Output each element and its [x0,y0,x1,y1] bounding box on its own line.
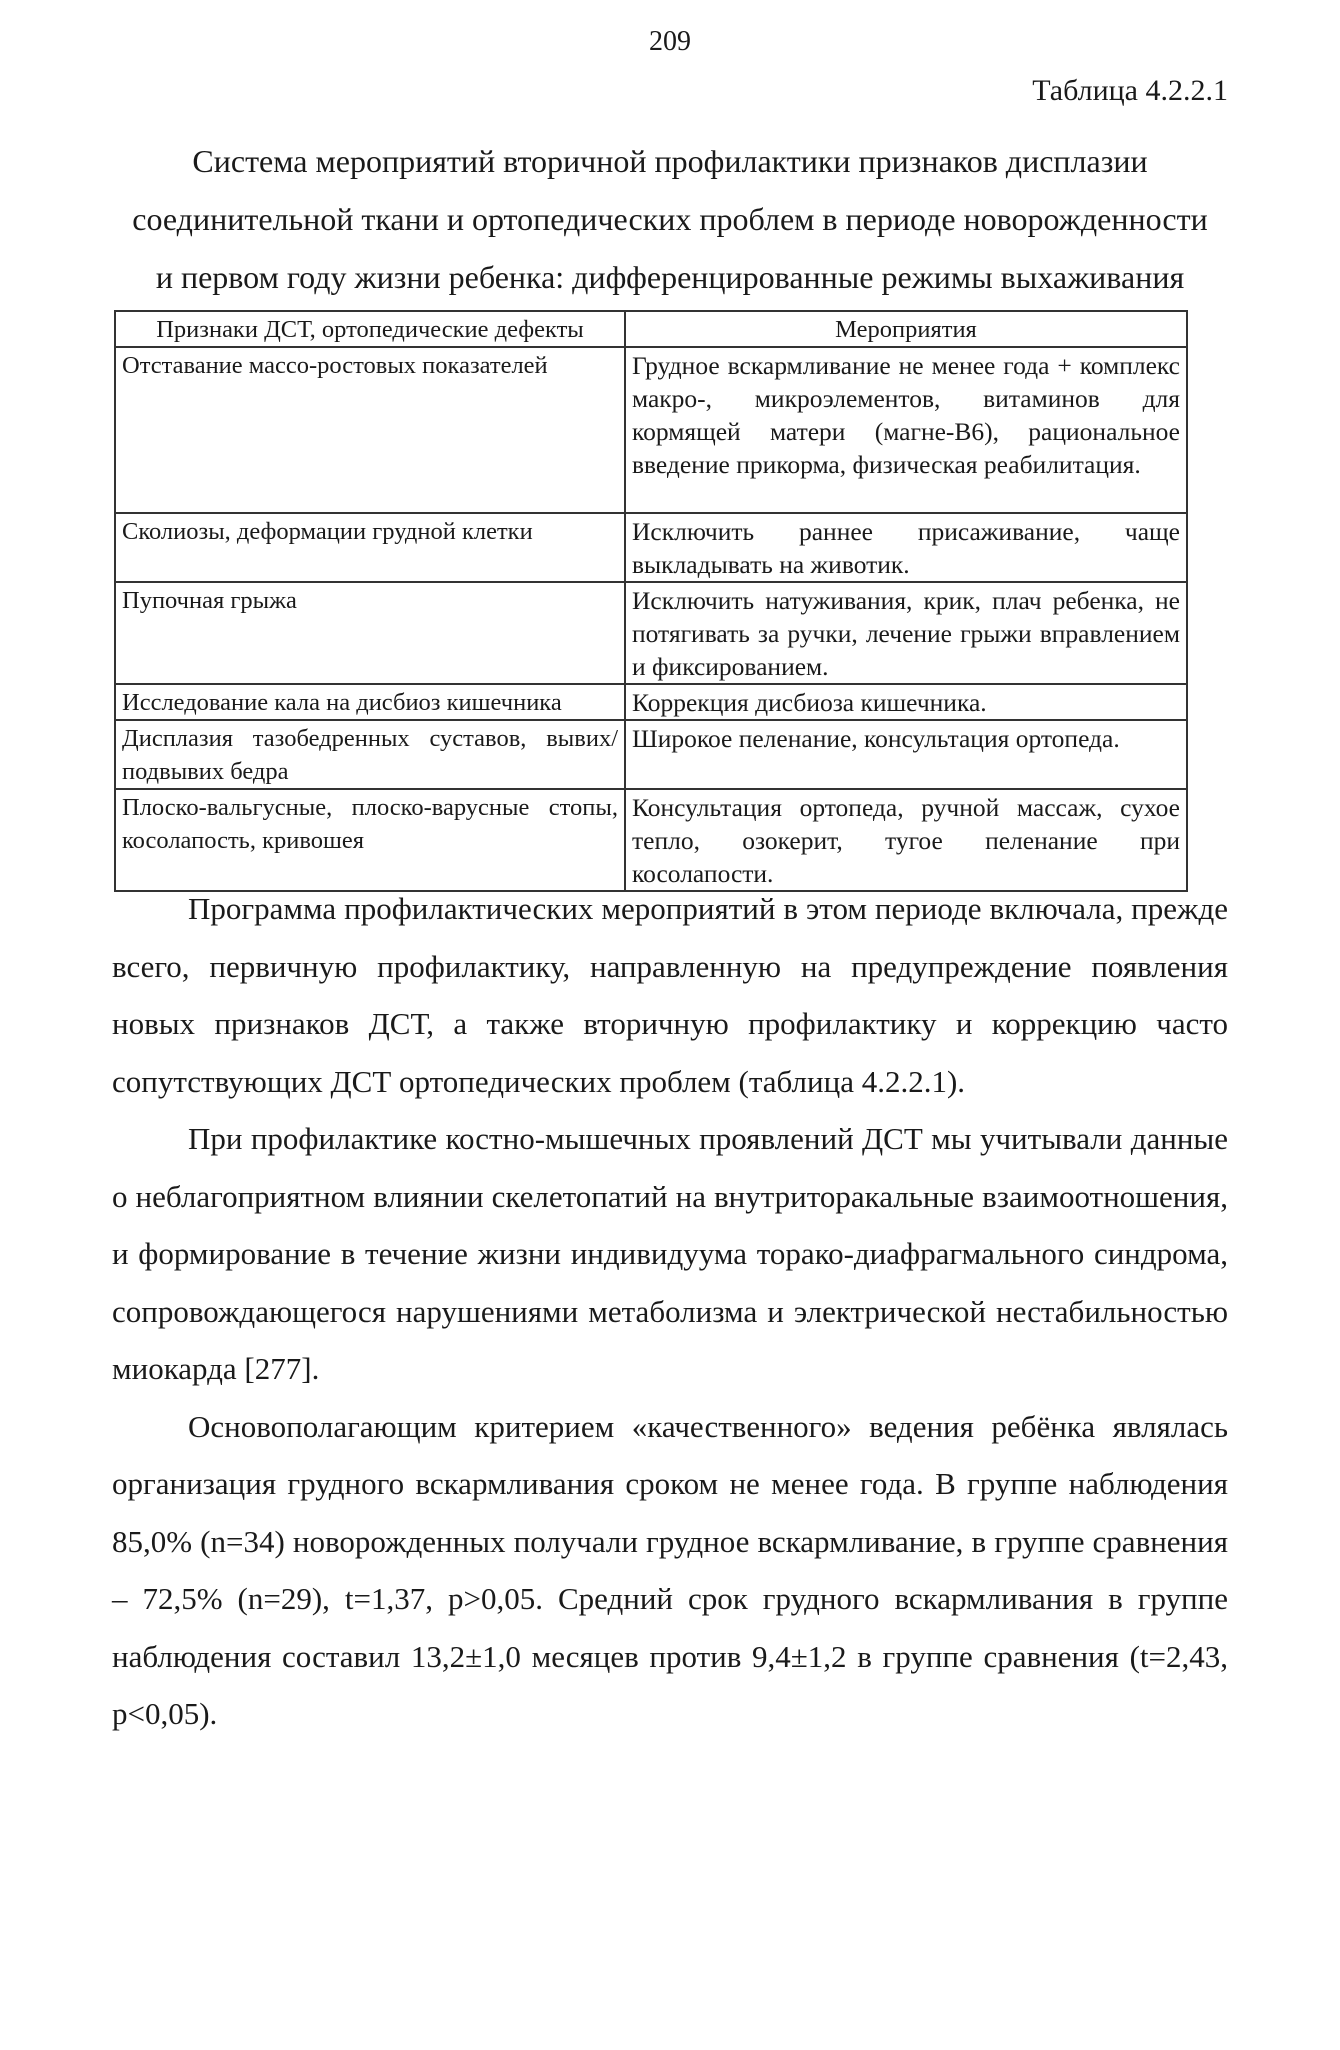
column-header-measures: Мероприятия [625,311,1187,347]
page-number: 209 [649,26,691,57]
table-title [112,132,1228,306]
table-cell-sign: Пупочная грыжа [115,582,625,684]
table-cell-sign: Плоско-вальгусные, плоско-варусные стопы, косолапость, кривошея [115,789,625,891]
measures-table [114,310,1188,892]
body-text [112,880,1228,1743]
table-cell-measure: Исключить натуживания, крик, плач ребенка, не потягивать за ручки, лечение грыжи вправлением и фиксированием. [625,582,1187,684]
table-row [115,513,1187,582]
table-cell-sign: Исследование кала на дисбиоз кишечника [115,684,625,720]
table-cell-sign: Отставание массо-ростовых показателей [115,347,625,513]
table-cell-sign: Сколиозы, деформации грудной клетки [115,513,625,582]
paragraph: Программа профилактических мероприятий в этом периоде включала, прежде всего, первичную профилактику, направленную на предупреждение появления новых признаков ДСТ, а также вторичную профилактику и коррекцию часто сопутствующих ДСТ ортопедических проблем (таблица 4.2.2.1). [112,891,1228,1099]
table-title-line: и первом году жизни ребенка: дифференцированные режимы выхаживания [155,259,1185,295]
table-header-row [115,311,1187,347]
table-cell-measure: Грудное вскармливание не менее года + комплекс макро-, микроэлементов, витаминов для кормящей матери (магне-В6), рациональное введение прикорма, физическая реабилитация. [625,347,1187,513]
paragraph: При профилактике костно-мышечных проявлений ДСТ мы учитывали данные о неблагоприятном влиянии скелетопатий на внутриторакальные взаимоотношения, и формирование в течение жизни индивидуума торако-диафрагмального синдрома, сопровождающегося нарушениями метаболизма и электрической нестабильностью миокарда [277]. [112,1121,1228,1386]
table-cell-measure: Консультация ортопеда, ручной массаж, сухое тепло, озокерит, тугое пеленание при косолапости. [625,789,1187,891]
table-row [115,347,1187,513]
column-header-signs: Признаки ДСТ, ортопедические дефекты [115,311,625,347]
table-cell-measure: Исключить раннее присаживание, чаще выкладывать на животик. [625,513,1187,582]
table-row [115,720,1187,789]
table-row [115,582,1187,684]
table-row [115,789,1187,891]
table-cell-sign: Дисплазия тазобедренных суставов, вывих/ подвывих бедра [115,720,625,789]
table-title-line: Система мероприятий вторичной профилактики признаков дисплазии [192,143,1148,179]
table-title-line: соединительной ткани и ортопедических проблем в периоде новорожденности [132,201,1208,237]
paragraph: Основополагающим критерием «качественного» ведения ребёнка являлась организация грудного вскармливания сроком не менее года. В группе наблюдения 85,0% (n=34) новорожденных получали грудное вскармливание, в группе сравнения – 72,5% (n=29), t=1,37, p>0,05. Средний срок грудного вскармливания в группе наблюдения составил 13,2±1,0 месяцев против 9,4±1,2 в группе сравнения (t=2,43, p<0,05). [112,1408,1228,1731]
table-cell-measure: Коррекция дисбиоза кишечника. [625,684,1187,720]
table-caption: Таблица 4.2.2.1 [1032,74,1228,107]
table-cell-measure: Широкое пеленание, консультация ортопеда. [625,720,1187,789]
table-row [115,684,1187,720]
